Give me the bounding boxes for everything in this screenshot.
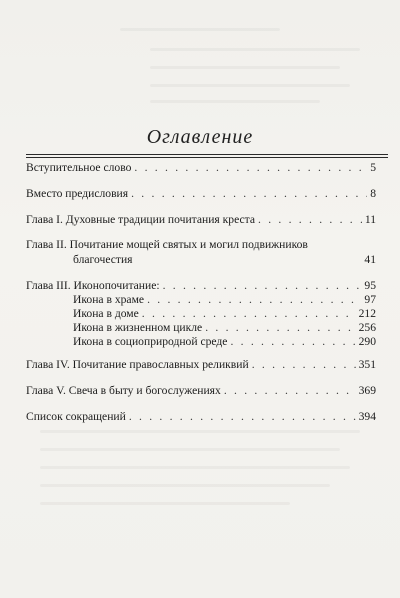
toc-entry[interactable] (26, 357, 376, 372)
entry-page: 212 (358, 307, 376, 320)
entry-label: Икона в храме (73, 293, 145, 306)
entry-label: Икона в жизненном цикле (73, 321, 203, 334)
toc-subentry[interactable] (73, 292, 376, 307)
bleed-through-mark (40, 430, 360, 433)
entry-label: Икона в доме (73, 307, 139, 320)
title-rule-bottom (26, 157, 388, 158)
entry-page: 5 (370, 161, 376, 174)
entry-label: Глава IV. Почитание православных реликвий (26, 358, 249, 371)
bleed-through-mark (120, 28, 280, 31)
bleed-through-mark (150, 84, 350, 87)
bleed-through-mark (150, 66, 340, 69)
entry-label: Глава V. Свеча в быту и богослужениях (26, 384, 221, 397)
bleed-through-mark (40, 448, 340, 451)
leader-dots (131, 186, 367, 201)
entry-page: 11 (364, 213, 376, 226)
entry-page: 290 (358, 335, 376, 348)
toc-entry[interactable] (26, 409, 376, 424)
toc-entry[interactable] (26, 186, 376, 201)
entry-label: Вместо предисловия (26, 187, 129, 200)
entry-label: Вступительное слово (26, 161, 132, 174)
entry-label: Список сокращений (26, 410, 126, 423)
toc-entry[interactable] (26, 212, 376, 227)
entry-page: 95 (364, 279, 376, 292)
leader-dots (258, 212, 362, 227)
entry-page: 97 (364, 293, 376, 306)
leader-dots (224, 383, 356, 398)
toc-subentry[interactable] (73, 334, 376, 349)
bleed-through-mark (40, 484, 330, 487)
entry-page: 351 (358, 358, 376, 371)
bleed-through-mark (40, 502, 290, 505)
entry-page: 8 (370, 187, 376, 200)
leader-dots (205, 320, 355, 335)
bleed-through-mark (150, 48, 360, 51)
entry-page: 369 (358, 384, 376, 397)
entry-label: Икона в социоприродной среде (73, 335, 228, 348)
entry-label-line1: Глава II. Почитание мощей святых и могил подвижников (26, 238, 308, 251)
entry-label: Глава III. Иконопочитание: (26, 279, 160, 292)
toc-subentry[interactable] (73, 320, 376, 335)
leader-dots (142, 306, 356, 321)
toc-entry[interactable] (26, 160, 376, 175)
toc-title: Оглавление (146, 126, 254, 148)
leader-dots (134, 160, 367, 175)
toc-subentry[interactable] (73, 306, 376, 321)
entry-page: 394 (358, 410, 376, 423)
leader-dots (252, 357, 356, 372)
leader-dots (230, 334, 355, 349)
title-rule-top (26, 154, 388, 155)
bleed-through-mark (40, 466, 350, 469)
toc-entry[interactable] (26, 383, 376, 398)
entry-label-line2: благочестия (73, 253, 133, 266)
entry-label: Глава I. Духовные традиции почитания креста (26, 213, 256, 226)
leader-dots (147, 292, 361, 307)
leader-dots (163, 278, 362, 293)
entry-page: 41 (364, 253, 376, 266)
leader-dots (129, 409, 356, 424)
entry-page: 256 (358, 321, 376, 334)
toc-entry[interactable] (26, 278, 376, 293)
toc-entry[interactable] (26, 237, 376, 267)
bleed-through-mark (150, 100, 320, 103)
